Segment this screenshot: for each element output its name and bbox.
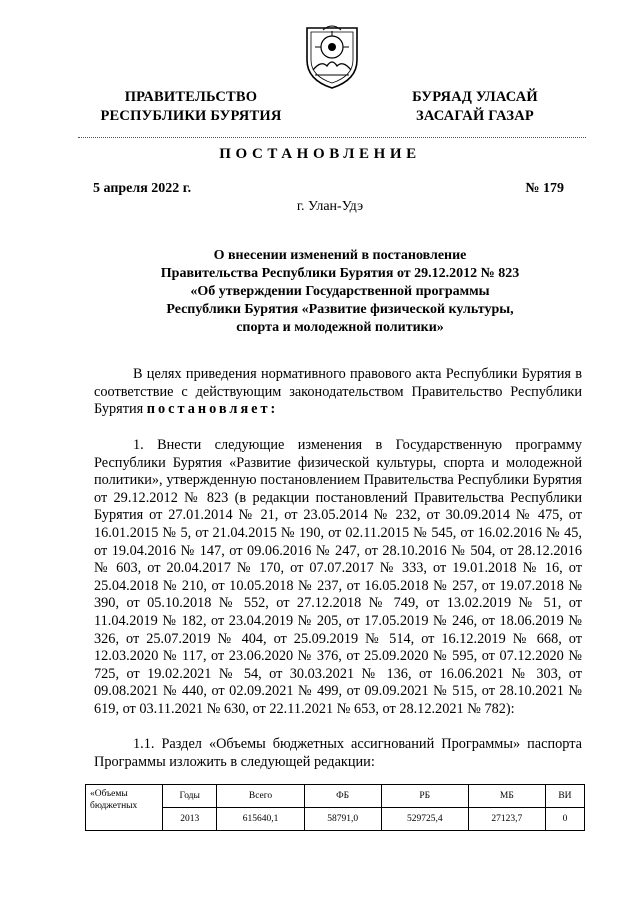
government-name-bua-line1: БУРЯАД УЛАСАЙ bbox=[412, 89, 538, 105]
title-line: О внесении изменений в постановление bbox=[213, 248, 467, 263]
document-number: № 179 bbox=[525, 181, 564, 196]
document-date: 5 апреля 2022 г. bbox=[93, 181, 192, 196]
preamble-paragraph bbox=[94, 366, 582, 419]
government-name-bua bbox=[390, 88, 560, 126]
table-cell: 615640,1 bbox=[217, 808, 304, 831]
title-line: спорта и молодежной политики» bbox=[236, 320, 444, 335]
item-1-paragraph: 1. Внести следующие изменения в Государственную программу Республики Бурятия «Развитие физической культуры, спорта и молодежной политики», утвержденную постановлением Правительства Республики Бурятия от 29.12.2012 № 823 (в редакции постановлений Правительства Республики Бурятия от 27.01.2014 № 21, от 23.05.2014 № 232, от 30.09.2014 № 475, от 16.01.2015 № 5, от 21.04.2015 № 190, от 02.11.2015 № 545, от 16.02.2016 № 45, от 19.04.2016 № 147, от 09.06.2016 № 247, от 28.10.2016 № 504, от 28.12.2016 № 603, от 20.04.2017 № 170, от 07.07.2017 № 333, от 19.01.2018 № 16, от 25.04.2018 № 210, от 10.05.2018 № 237, от 16.05.2018 № 257, от 19.07.2018 № 390, от 05.10.2018 № 552, от 27.12.2018 № 749, от 13.02.2019 № 51, от 11.04.2019 № 182, от 23.04.2019 № 205, от 17.05.2019 № 246, от 18.06.2019 № 326, от 25.07.2019 № 404, от 25.09.2019 № 514, от 16.12.2019 № 668, от 12.03.2020 № 117, от 23.06.2020 № 376, от 25.09.2020 № 595, от 07.12.2020 № 725, от 19.02.2021 № 54, от 30.03.2021 № 136, от 16.06.2021 № 303, от 09.08.2021 № 440, от 02.09.2021 № 499, от 09.09.2021 № 515, от 28.10.2021 № 619, от 03.11.2021 № 630, от 22.11.2021 № 653, от 28.12.2021 № 782): bbox=[94, 437, 582, 717]
table-cell: 58791,0 bbox=[304, 808, 381, 831]
table-label-line: «Объемы bbox=[90, 789, 128, 799]
table-cell: 0 bbox=[545, 808, 584, 831]
title-line: Правительства Республики Бурятия от 29.12.2012 № 823 bbox=[160, 266, 520, 281]
table-header-cell: ВИ bbox=[545, 785, 584, 808]
table-header-cell: ФБ bbox=[304, 785, 381, 808]
table-row-label bbox=[86, 785, 163, 831]
government-name-ru-line1: ПРАВИТЕЛЬСТВО bbox=[124, 89, 258, 105]
document-city: г. Улан-Удэ bbox=[296, 199, 364, 214]
decides-word: постановляет: bbox=[146, 401, 279, 418]
preamble-text: В целях приведения нормативного правового акта Республики Бурятия в соответствие с действующим законодательством Правительство Республики Бурятия bbox=[94, 366, 582, 418]
table-header-cell: Всего bbox=[217, 785, 304, 808]
header-divider bbox=[78, 137, 586, 138]
budget-table bbox=[85, 784, 585, 831]
table-header-cell: РБ bbox=[381, 785, 468, 808]
table-cell: 529725,4 bbox=[381, 808, 468, 831]
title-line: «Об утверждении Государственной программы bbox=[190, 284, 490, 299]
table-header-cell: МБ bbox=[468, 785, 545, 808]
document-title bbox=[120, 247, 560, 337]
title-line: Республики Бурятия «Развитие физической культуры, bbox=[166, 302, 514, 317]
table-cell: 27123,7 bbox=[468, 808, 545, 831]
government-name-ru bbox=[82, 88, 300, 126]
table-header-row bbox=[86, 785, 585, 808]
government-name-bua-line2: ЗАСАГАЙ ГАЗАР bbox=[416, 108, 534, 124]
government-name-ru-line2: РЕСПУБЛИКИ БУРЯТИЯ bbox=[100, 108, 282, 124]
coat-of-arms-emblem bbox=[301, 20, 363, 90]
table-header-cell: Годы bbox=[163, 785, 217, 808]
table-label-line: бюджетных bbox=[90, 801, 138, 811]
table-cell: 2013 bbox=[163, 808, 217, 831]
document-type: ПОСТАНОВЛЕНИЕ bbox=[219, 146, 421, 162]
item-1-1-paragraph: 1.1. Раздел «Объемы бюджетных ассигнований Программы» паспорта Программы изложить в следующей редакции: bbox=[94, 736, 582, 770]
